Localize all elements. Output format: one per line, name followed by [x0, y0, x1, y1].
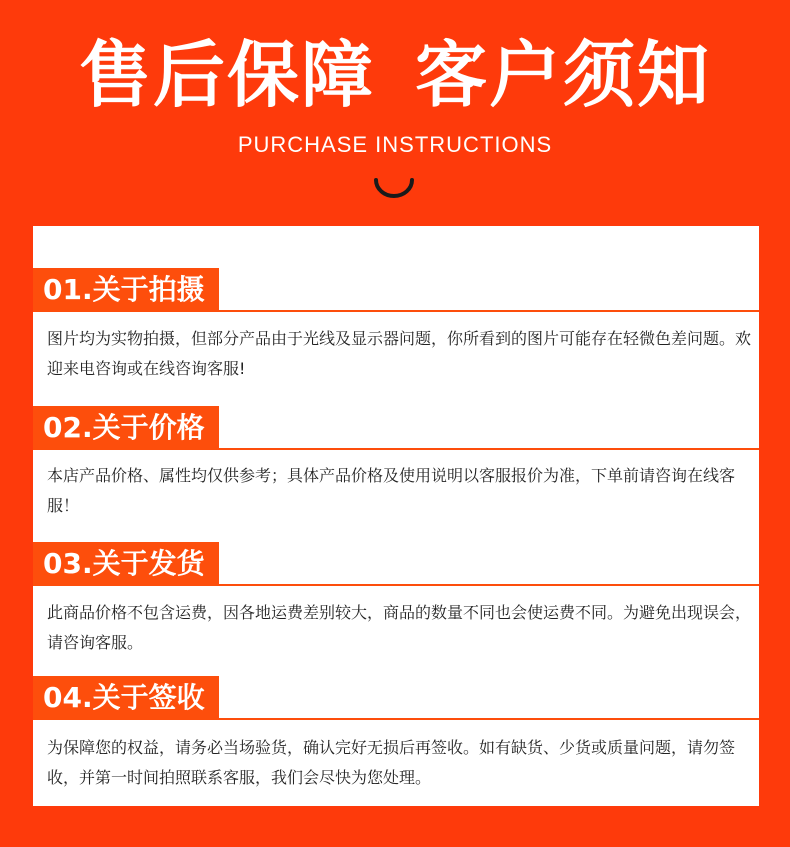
- section-divider: [33, 448, 759, 450]
- section-title-price: 02.关于价格: [33, 406, 219, 450]
- section-body-shooting: 图片均为实物拍摄，但部分产品由于光线及显示器问题，你所看到的图片可能存在轻微色差问题。欢迎来电咨询或在线咨询客服!: [47, 329, 752, 378]
- section-divider: [33, 584, 759, 586]
- section-body-price: 本店产品价格、属性均仅供参考；具体产品价格及使用说明以客服报价为准，下单前请咨询在线客服！: [47, 466, 736, 515]
- section-divider: [33, 718, 759, 720]
- section-divider: [33, 310, 759, 312]
- section-body-signing: 为保障您的权益，请务必当场验货，确认完好无损后再签收。如有缺货、少货或质量问题，请勿签收，并第一时间拍照联系客服，我们会尽快为您处理。: [47, 738, 736, 787]
- page-title: [0, 30, 790, 120]
- section-title-shooting: 01.关于拍摄: [33, 268, 219, 312]
- instructions-card: [33, 226, 759, 806]
- title-right: 客户须知: [415, 33, 712, 117]
- title-left: 售后保障: [78, 33, 375, 117]
- smile-arc-icon: [372, 176, 416, 200]
- section-title-signing: 04.关于签收: [33, 676, 219, 720]
- section-title-shipping: 03.关于发货: [33, 542, 219, 586]
- page-subtitle: PURCHASE INSTRUCTIONS: [237, 132, 553, 157]
- section-body-shipping: 此商品价格不包含运费，因各地运费差别较大，商品的数量不同也会使运费不同。为避免出现误会，请咨询客服。: [47, 603, 752, 652]
